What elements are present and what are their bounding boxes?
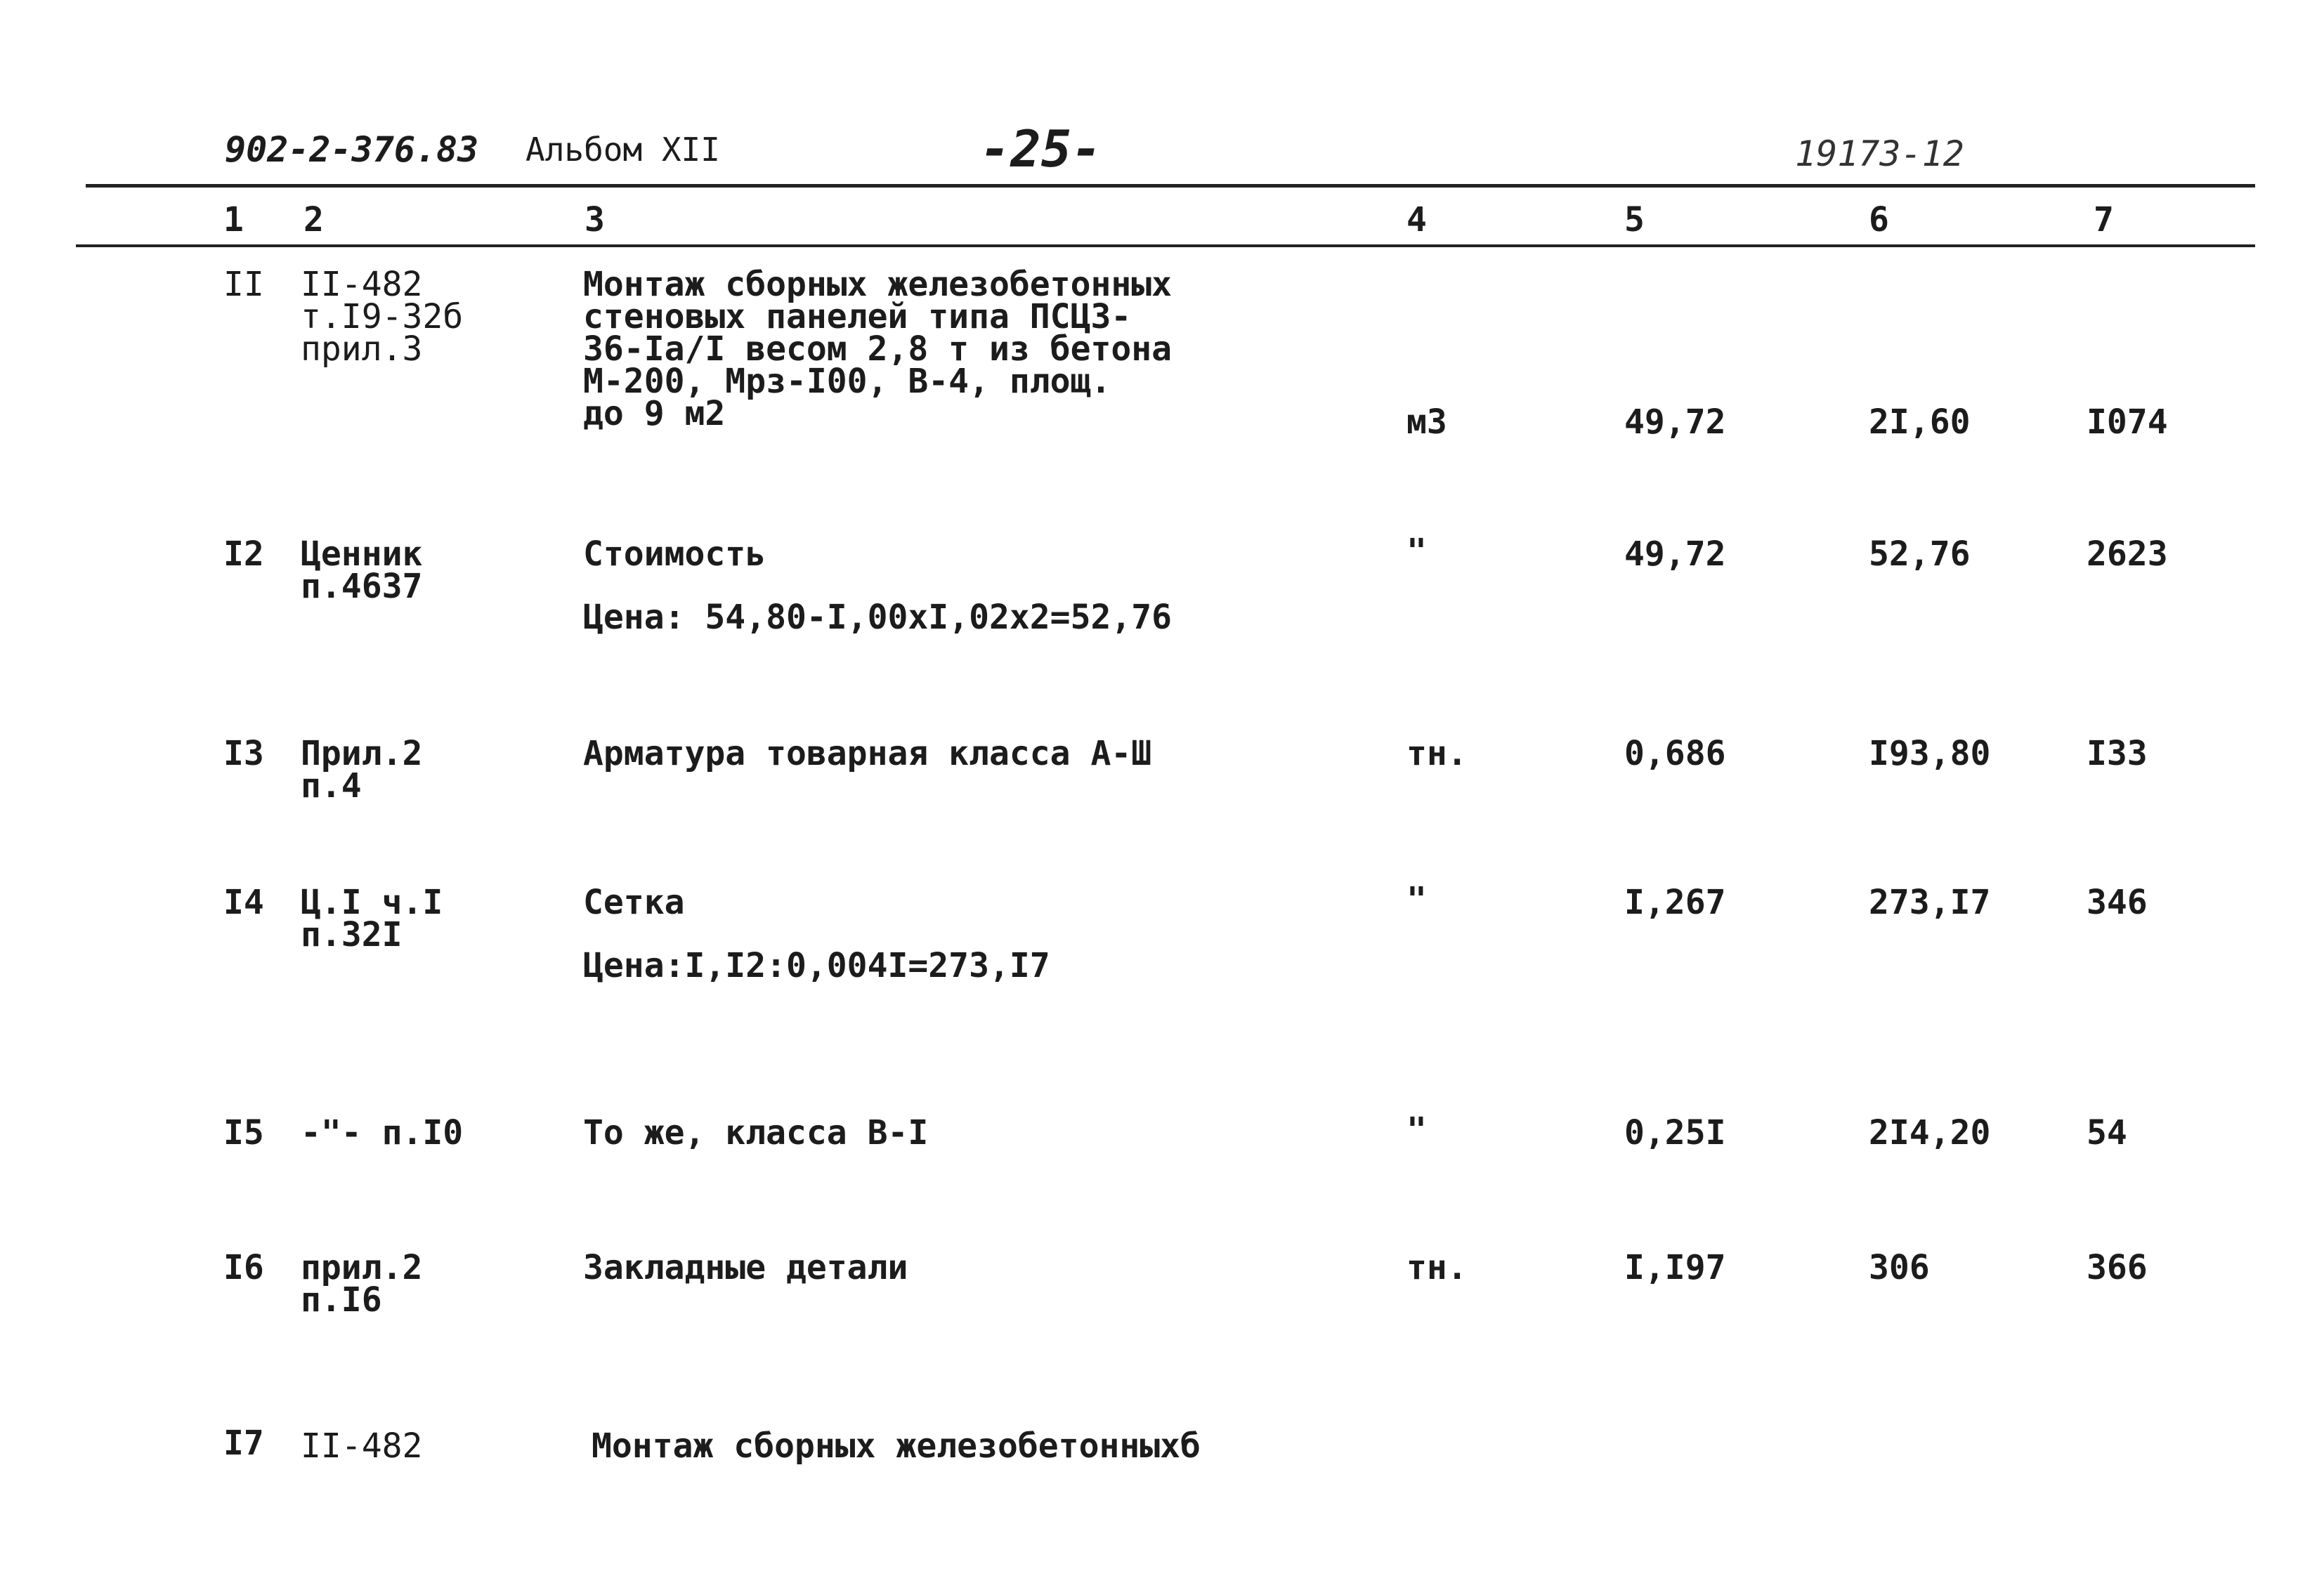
row-unit-price: I93,80 — [1869, 734, 1991, 773]
column-header-6: 6 — [1869, 200, 1889, 239]
row-quantity: I,I97 — [1624, 1248, 1726, 1287]
row-unit: тн. — [1406, 1248, 1468, 1287]
row-description: Сетка — [583, 883, 685, 922]
row-price-note: Цена:I,I2:0,004I=273,I7 — [583, 946, 1050, 985]
row-quantity: I,267 — [1624, 883, 1726, 922]
row-total: 54 — [2087, 1113, 2127, 1153]
row-unit-price: 2I,60 — [1869, 402, 1971, 442]
row-description: Закладные детали — [583, 1248, 908, 1287]
row-total: 2623 — [2087, 534, 2168, 574]
header-rule — [86, 184, 2255, 188]
row-number: I7 — [223, 1424, 264, 1463]
row-quantity: 0,686 — [1624, 734, 1726, 773]
row-reference: Ценник п.4637 — [301, 534, 423, 606]
row-reference: прил.2 п.I6 — [301, 1248, 423, 1320]
row-description: Арматура товарная класса А-Ш — [583, 734, 1152, 773]
page-number: -25- — [980, 119, 1102, 178]
row-description: Монтаж сборных железобетонныхб — [592, 1426, 1201, 1466]
row-reference: II-482 — [301, 1426, 423, 1466]
row-number: I3 — [223, 734, 264, 773]
row-price-note: Цена: 54,80-I,00хI,02х2=52,76 — [583, 598, 1173, 637]
document-code: 902-2-376.83 — [225, 129, 479, 170]
column-header-3: 3 — [585, 200, 605, 239]
row-quantity: 49,72 — [1624, 534, 1726, 574]
row-description: Стоимость — [583, 534, 766, 574]
row-unit: м3 — [1406, 402, 1447, 442]
row-reference: -"- п.I0 — [301, 1113, 464, 1153]
column-header-2: 2 — [303, 200, 324, 239]
album-label: Альбом XII — [525, 131, 720, 169]
row-unit-price: 306 — [1869, 1248, 1930, 1287]
row-number: I5 — [223, 1113, 264, 1153]
reference-number: 19173-12 — [1795, 133, 1964, 174]
row-total: 366 — [2087, 1248, 2148, 1287]
row-reference: Ц.I ч.I п.32I — [301, 883, 443, 954]
row-number: I2 — [223, 534, 264, 574]
row-reference: II-482 т.I9-32б прил.3 — [301, 265, 464, 369]
column-header-5: 5 — [1624, 200, 1645, 239]
row-unit: тн. — [1406, 734, 1468, 773]
row-number: I6 — [223, 1248, 264, 1287]
row-description: Монтаж сборных железобетонных стеновых панелей типа ПСЦЗ- 36-Iа/I весом 2,8 т из бетона М-200, Мрз-I00, В-4, площ. до 9 м2 — [583, 265, 1173, 433]
row-quantity: 0,25I — [1624, 1113, 1726, 1153]
column-header-7: 7 — [2094, 200, 2114, 239]
row-reference: Прил.2 п.4 — [301, 734, 423, 806]
row-quantity: 49,72 — [1624, 402, 1726, 442]
column-header-4: 4 — [1406, 200, 1427, 239]
row-unit-price: 2I4,20 — [1869, 1113, 1991, 1153]
row-unit: " — [1406, 1110, 1427, 1150]
row-unit: " — [1406, 532, 1427, 571]
row-total: I33 — [2087, 734, 2148, 773]
row-number: I4 — [223, 883, 264, 922]
row-unit-price: 273,I7 — [1869, 883, 1991, 922]
row-total: I074 — [2087, 402, 2168, 442]
column-header-1: 1 — [223, 200, 244, 239]
row-unit: " — [1406, 880, 1427, 919]
row-total: 346 — [2087, 883, 2148, 922]
row-number: II — [223, 265, 264, 304]
row-description: То же, класса В-I — [583, 1113, 929, 1153]
row-unit-price: 52,76 — [1869, 534, 1971, 574]
column-header-rule — [76, 244, 2255, 247]
